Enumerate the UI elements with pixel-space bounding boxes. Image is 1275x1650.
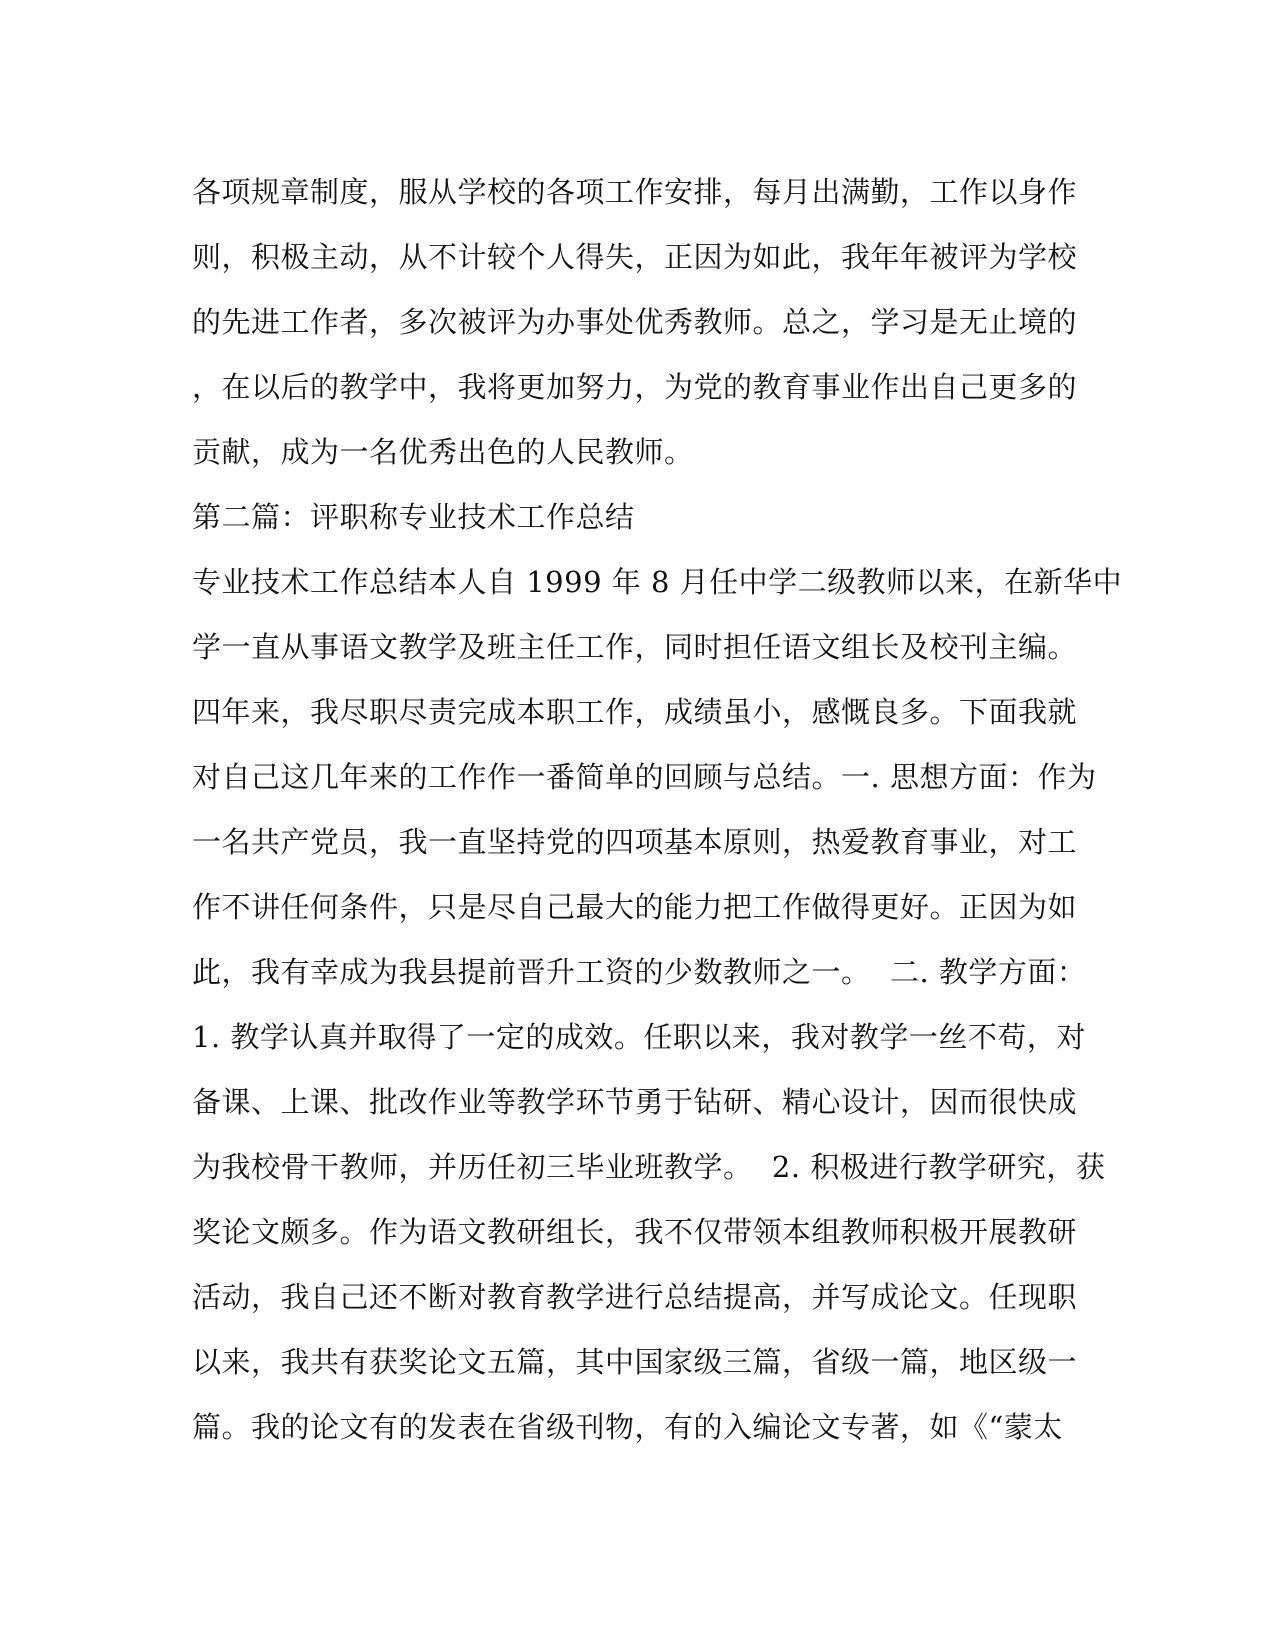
text-line: 奖论文颇多。作为语文教研组长，我不仅带领本组教师积极开展教研 [192,1215,1078,1249]
text-line: 活动，我自己还不断对教育教学进行总结提高，并写成论文。任现职 [192,1280,1078,1314]
section-heading: 第二篇：评职称专业技术工作总结 [192,500,635,534]
text-line: 的先进工作者，多次被评为办事处优秀教师。总之，学习是无止境的 [192,305,1078,339]
text-line: 专业技术工作总结本人自 1999 年 8 月任中学二级教师以来，在新华中 [192,565,1123,599]
text-line: 1. 教学认真并取得了一定的成效。任职以来，我对教学一丝不苟，对 [192,1020,1086,1054]
text-line: 贡献，成为一名优秀出色的人民教师。 [192,435,694,469]
text-line: 学一直从事语文教学及班主任工作，同时担任语文组长及校刊主编。 [192,630,1078,664]
text-line: 四年来，我尽职尽责完成本职工作，成绩虽小，感慨良多。下面我就 [192,695,1078,729]
text-line: 各项规章制度，服从学校的各项工作安排，每月出满勤，工作以身作 [192,175,1078,209]
text-line: ，在以后的教学中，我将更加努力，为党的教育事业作出自己更多的 [192,370,1078,404]
text-line: 以来，我共有获奖论文五篇，其中国家级三篇，省级一篇，地区级一 [192,1345,1078,1379]
text-line: 一名共产党员，我一直坚持党的四项基本原则，热爱教育事业，对工 [192,825,1078,859]
text-line: 作不讲任何条件，只是尽自己最大的能力把工作做得更好。正因为如 [192,890,1078,924]
body-text [192,160,1123,1460]
text-line: 则，积极主动，从不计较个人得失，正因为如此，我年年被评为学校 [192,240,1078,274]
text-line: 备课、上课、批改作业等教学环节勇于钻研、精心设计，因而很快成 [192,1085,1078,1119]
text-line: 对自己这几年来的工作作一番简单的回顾与总结。一. 思想方面：作为 [192,760,1097,794]
text-line: 篇。我的论文有的发表在省级刊物，有的入编论文专著，如《“蒙太 [192,1410,1063,1444]
text-line: 此，我有幸成为我县提前晋升工资的少数教师之一。 二. 教学方面： [192,955,1087,989]
text-line: 为我校骨干教师，并历任初三毕业班教学。 2. 积极进行教学研究，获 [192,1150,1106,1184]
